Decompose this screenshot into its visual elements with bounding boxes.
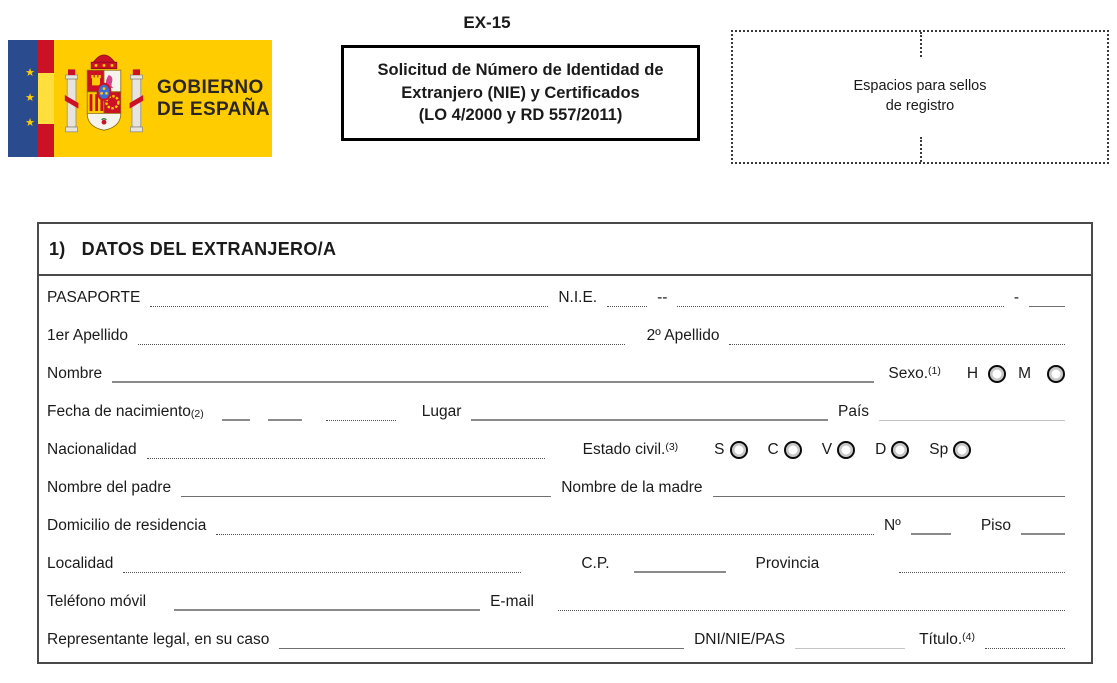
estado-sp-radio[interactable]: [953, 441, 971, 459]
row-nombre-sexo: [39, 352, 1091, 390]
sexo-m-radio[interactable]: [1047, 365, 1065, 383]
sexo-label: Sexo.: [888, 365, 929, 383]
row-padres: [39, 466, 1091, 504]
fecha-nacimiento-label: Fecha de nacimiento: [47, 403, 191, 421]
section-title: DATOS DEL EXTRANJERO/A: [81, 238, 337, 259]
numero-label: Nº: [883, 517, 901, 535]
sexo-m-label: M: [1018, 365, 1031, 383]
pasaporte-label: PASAPORTE: [47, 289, 141, 307]
section-number: 1): [49, 238, 66, 259]
logo-text-line2: DE ESPAÑA: [157, 98, 271, 120]
localidad-field[interactable]: [123, 571, 521, 573]
estado-c-radio[interactable]: [784, 441, 802, 459]
telefono-label: Teléfono móvil: [47, 593, 147, 611]
fecha-dia-field[interactable]: [222, 419, 250, 421]
estado-civil-footnote: (3): [665, 441, 679, 453]
sexo-footnote: (1): [928, 365, 941, 377]
logo-main-area: [54, 40, 272, 157]
piso-label: Piso: [980, 517, 1011, 535]
titulo-field[interactable]: [985, 647, 1065, 649]
representante-label: Representante legal, en su caso: [47, 631, 270, 649]
estado-s-radio[interactable]: [730, 441, 748, 459]
row-domicilio: [39, 504, 1091, 542]
fecha-footnote: (2): [190, 408, 204, 420]
section-header: [39, 224, 1091, 276]
estado-sp-label: Sp: [929, 441, 949, 459]
form-title-box: [341, 45, 700, 141]
row-nacionalidad-estado: [39, 428, 1091, 466]
localidad-label: Localidad: [47, 555, 114, 573]
apellido2-field[interactable]: [729, 343, 1065, 345]
eu-star-icon: ★: [25, 117, 35, 129]
domicilio-field[interactable]: [216, 533, 874, 535]
registry-stamp-box: [731, 30, 1109, 164]
email-label: E-mail: [490, 593, 534, 611]
domicilio-label: Domicilio de residencia: [47, 517, 207, 535]
cp-label: C.P.: [581, 555, 610, 573]
lugar-field[interactable]: [471, 419, 828, 421]
stamp-box-divider-bottom: [920, 137, 922, 162]
apellido1-field[interactable]: [138, 343, 625, 345]
nie-suffix-field[interactable]: [1029, 305, 1065, 307]
nacionalidad-field[interactable]: [147, 457, 545, 459]
fecha-anio-field[interactable]: [326, 419, 396, 421]
nombre-madre-field[interactable]: [713, 495, 1066, 497]
row-nacimiento: [39, 390, 1091, 428]
nie-prefix-field[interactable]: [607, 305, 647, 307]
row-localidad: [39, 542, 1091, 580]
row-representante: [39, 618, 1091, 656]
cp-field[interactable]: [634, 571, 726, 573]
nacionalidad-label: Nacionalidad: [47, 441, 137, 459]
nie-separator1: --: [657, 289, 668, 307]
dni-nie-pas-label: DNI/NIE/PAS: [694, 631, 786, 649]
pasaporte-field[interactable]: [150, 305, 548, 307]
titulo-footnote: (4): [962, 631, 975, 643]
estado-s-label: S: [714, 441, 725, 459]
logo-text: [157, 77, 270, 120]
eu-star-icon: ★: [25, 92, 35, 104]
apellido2-label: 2º Apellido: [646, 327, 720, 345]
nie-separator2: -: [1013, 289, 1019, 307]
estado-c-label: C: [767, 441, 779, 459]
estado-v-radio[interactable]: [837, 441, 855, 459]
row-pasaporte-nie: [39, 276, 1091, 314]
form-title-line2: Extranjero (NIE) y Certificados: [401, 83, 640, 102]
pais-label: País: [837, 403, 869, 421]
dni-nie-pas-field[interactable]: [795, 647, 905, 649]
form-code: EX-15: [463, 13, 511, 32]
stamp-box-divider-top: [920, 32, 922, 57]
eu-flag-band: [8, 40, 38, 157]
form-title-line1: Solicitud de Número de Identidad de: [377, 60, 664, 79]
apellido1-label: 1er Apellido: [47, 327, 129, 345]
pais-field[interactable]: [879, 419, 1065, 421]
fecha-mes-field[interactable]: [268, 419, 302, 421]
email-field[interactable]: [558, 609, 1065, 611]
stamp-box-label-line2: de registro: [885, 98, 955, 114]
nombre-madre-label: Nombre de la madre: [561, 479, 703, 497]
row-apellidos: [39, 314, 1091, 352]
nombre-label: Nombre: [47, 365, 103, 383]
piso-field[interactable]: [1021, 533, 1065, 535]
estado-civil-label: Estado civil.: [582, 441, 666, 459]
provincia-label: Provincia: [755, 555, 820, 573]
numero-field[interactable]: [911, 533, 951, 535]
estado-d-radio[interactable]: [891, 441, 909, 459]
provincia-field[interactable]: [899, 571, 1065, 573]
logo-text-line1: GOBIERNO: [157, 77, 264, 99]
spain-flag-stripe: [38, 40, 54, 157]
spain-coat-of-arms-icon: [64, 50, 144, 148]
gobierno-espana-logo: [8, 40, 272, 157]
representante-field[interactable]: [279, 647, 684, 649]
stamp-box-label-line1: Espacios para sellos: [853, 78, 987, 95]
sexo-h-label: H: [966, 365, 979, 383]
nombre-padre-label: Nombre del padre: [47, 479, 172, 497]
nie-number-field[interactable]: [677, 305, 1003, 307]
estado-v-label: V: [821, 441, 833, 459]
nombre-field[interactable]: [112, 381, 874, 383]
section-datos-extranjero: [37, 222, 1093, 664]
sexo-h-radio[interactable]: [988, 365, 1006, 383]
form-title-line3: (LO 4/2000 y RD 557/2011): [418, 106, 623, 125]
titulo-label: Título.: [919, 631, 963, 649]
nie-label: N.I.E.: [558, 289, 598, 307]
telefono-field[interactable]: [174, 609, 480, 611]
row-contacto: [39, 580, 1091, 618]
lugar-label: Lugar: [421, 403, 462, 421]
nombre-padre-field[interactable]: [181, 495, 551, 497]
eu-star-icon: ★: [25, 67, 35, 79]
estado-d-label: D: [875, 441, 887, 459]
